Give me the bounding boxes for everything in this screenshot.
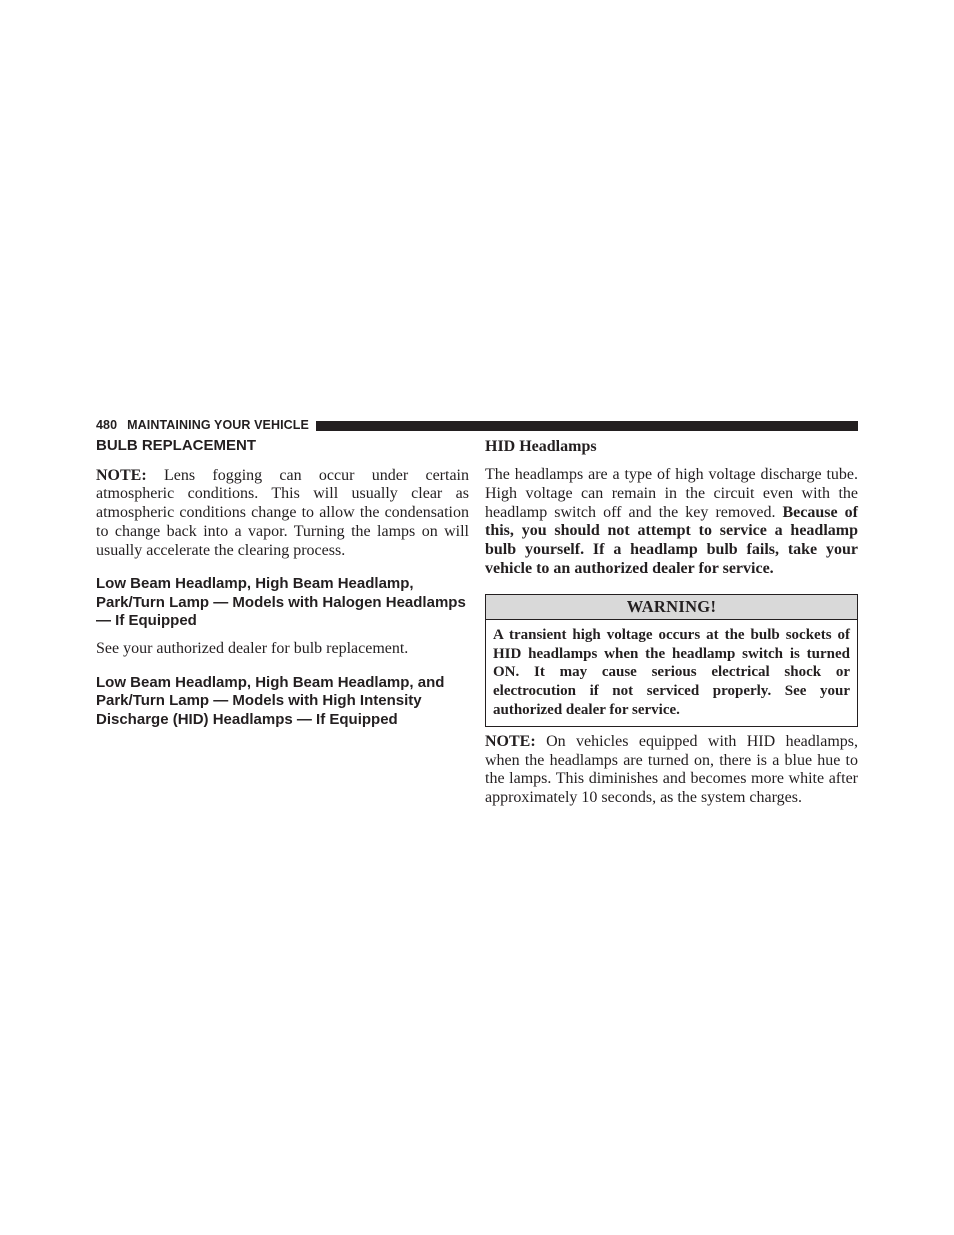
hid-intro-text bbox=[485, 466, 858, 579]
intro-bold-text: Because of this, you should not attempt to service a headlamp bulb yourself. If a headlamp bulb fails, take your vehicle to an authorized dealer for service. bbox=[485, 503, 858, 577]
page-header bbox=[96, 417, 858, 433]
halogen-text: See your authorized dealer for bulb replacement. bbox=[96, 639, 409, 657]
halogen-subheading: Low Beam Headlamp, High Beam Headlamp, Park/Turn Lamp — Models with Halogen Headlamps — If Equipped bbox=[96, 575, 466, 630]
warning-title: WARNING! bbox=[486, 595, 857, 620]
note-label: NOTE: bbox=[485, 732, 536, 750]
hid-headlamps-heading: HID Headlamps bbox=[485, 438, 597, 455]
bulb-replacement-heading: BULB REPLACEMENT bbox=[96, 437, 256, 454]
intro-text: The headlamps are a type of high voltage discharge tube. High voltage can remain in the circuit even with the headlamp switch off and the key removed. bbox=[485, 466, 858, 521]
warning-text: A transient high voltage occurs at the bulb sockets of HID headlamps when the headlamp switch is turned ON. It may cause serious electrical shock or electrocution if not serviced properly. See your authorized dealer for service. bbox=[493, 626, 850, 718]
fogging-note bbox=[96, 467, 469, 561]
right-column bbox=[485, 437, 858, 808]
note-text: Lens fogging can occur under certain atmospheric conditions. This will usually clear as atmospheric conditions change to allow the condensation to change back into a vapor. Turning the lamps on will usually accelerate the clearing process. bbox=[96, 466, 469, 559]
note-text: On vehicles equipped with HID headlamps, when the headlamps are turned on, there is a blue hue to the lamps. This diminishes and becomes more white after approximately 10 seconds, as the system charges. bbox=[485, 732, 858, 807]
section-title: MAINTAINING YOUR VEHICLE bbox=[127, 418, 309, 432]
warning-box bbox=[485, 594, 858, 727]
note-label: NOTE: bbox=[96, 466, 147, 484]
header-rule bbox=[316, 421, 858, 431]
left-column bbox=[96, 437, 469, 729]
hid-note bbox=[485, 733, 858, 808]
page-number: 480 bbox=[96, 418, 118, 432]
hid-subheading: Low Beam Headlamp, High Beam Headlamp, and Park/Turn Lamp — Models with High Intensity Discharge (HID) Headlamps — If Equipped bbox=[96, 673, 445, 728]
